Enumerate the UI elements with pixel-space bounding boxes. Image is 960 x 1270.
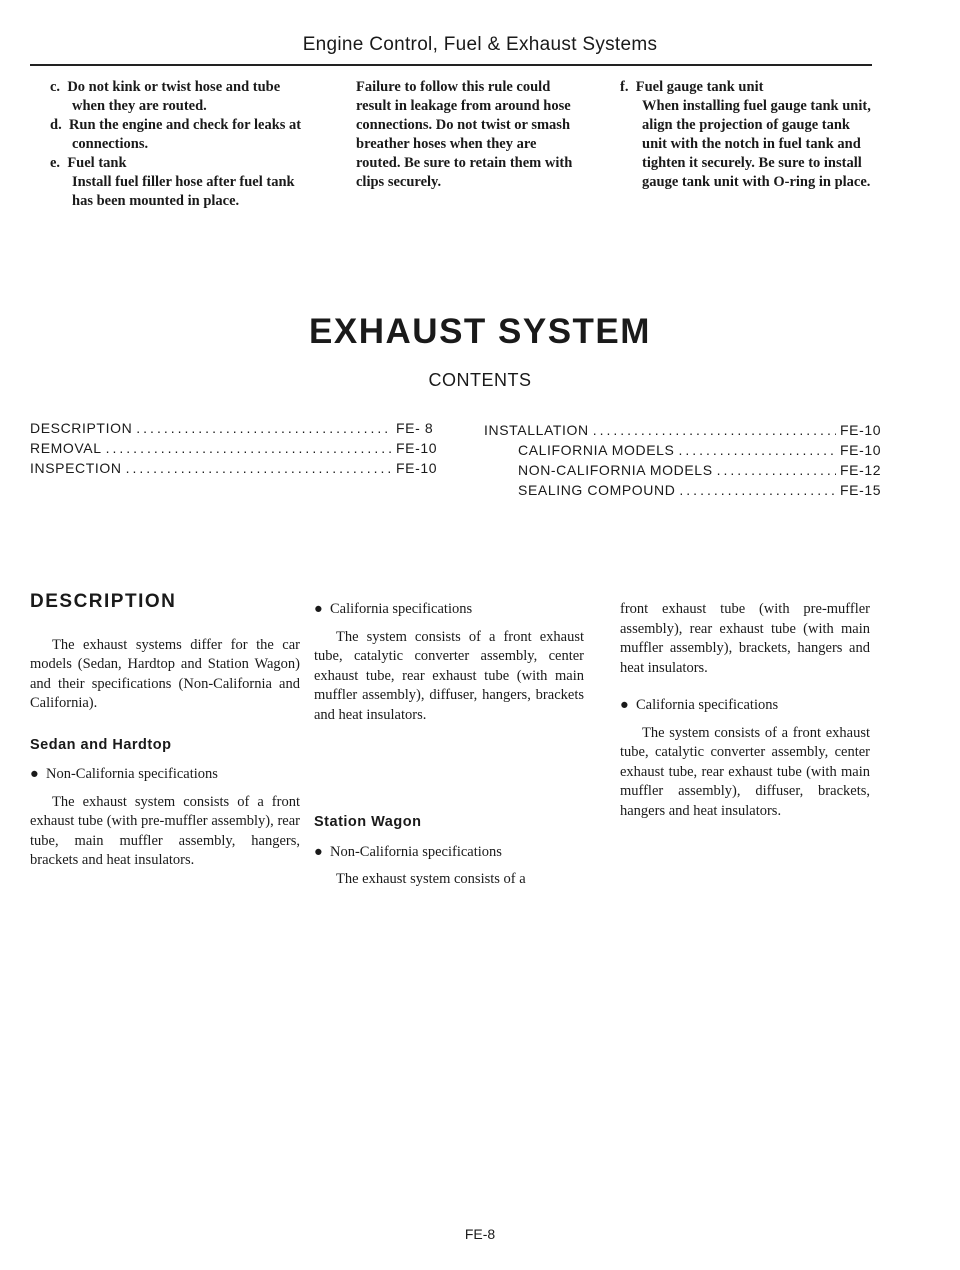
- wagon-cal-text: The system consists of a front exhaust tube, catalytic converter assembly, center exhaust tube, rear exhaust tube (with main muffler assembly), diffuser, brackets, hangers and heat insulators.: [620, 724, 870, 819]
- top-right-column: [620, 78, 874, 192]
- page-number: FE-8: [464, 1226, 496, 1242]
- item-c-text: Do not kink or twist hose and tube when they are routed.: [67, 79, 281, 114]
- bullet-dot: ●: [314, 843, 323, 860]
- item-f-marker: f.: [620, 79, 629, 95]
- item-d: [50, 116, 312, 154]
- toc-page: FE- 8: [396, 420, 434, 436]
- item-f-title: Fuel gauge tank unit: [635, 79, 764, 95]
- bullet-dot: ●: [620, 697, 629, 713]
- item-c-marker: c.: [50, 79, 61, 95]
- item-f: [620, 78, 874, 97]
- toc-right: [484, 422, 886, 502]
- toc-page: FE-10: [840, 442, 882, 458]
- sedan-cal-bullet: [314, 600, 584, 620]
- sedan-noncal-text: The exhaust system consists of a front exhaust tube (with pre-muffler assembly), rear tube, main muffler assembly, hangers, brackets and heat insulators.: [30, 793, 300, 868]
- item-e: [50, 154, 312, 173]
- wagon-noncal-continuation: front exhaust tube (with pre-muffler assembly), rear exhaust tube (with main muffler assembly), brackets, hangers and heat insulators.: [620, 601, 870, 676]
- section-title: EXHAUST SYSTEM: [309, 312, 651, 351]
- toc-row[interactable]: [30, 420, 442, 440]
- top-left-column: [50, 78, 312, 211]
- contents-label: CONTENTS: [428, 370, 532, 390]
- item-e-title: Fuel tank: [67, 155, 127, 171]
- toc-leader: [679, 482, 836, 498]
- wagon-noncal-text: The exhaust system consists of a: [336, 871, 526, 887]
- sedan-hardtop-heading: Sedan and Hardtop: [30, 736, 172, 753]
- toc-leader: [678, 442, 836, 458]
- toc-row[interactable]: [484, 462, 886, 482]
- toc-row[interactable]: [30, 460, 442, 480]
- sedan-cal-text: The system consists of a front exhaust tube, catalytic converter assembly, center exhaust tube, rear exhaust tube (with main muffler assembly), diffuser, hangers, brackets and heat insulators.: [314, 628, 584, 723]
- toc-leader: [593, 422, 836, 438]
- toc-label: INSTALLATION: [484, 422, 589, 438]
- item-d-text: Run the engine and check for leaks at connections.: [68, 117, 302, 152]
- toc-row[interactable]: [30, 440, 442, 460]
- toc-left: [30, 420, 442, 480]
- toc-label: SEALING COMPOUND: [518, 482, 676, 498]
- page-header-title: Engine Control, Fuel & Exhaust Systems: [302, 34, 658, 55]
- toc-row[interactable]: [484, 442, 886, 462]
- sedan-noncal-bullet: [30, 765, 300, 785]
- bullet-label: California specifications: [636, 697, 779, 713]
- toc-leader: [136, 420, 392, 436]
- toc-page: FE-15: [840, 482, 882, 498]
- bullet-dot: ●: [314, 601, 323, 617]
- item-c: [50, 78, 312, 116]
- bullet-label: Non-California specifications: [330, 843, 502, 860]
- toc-page: FE-12: [840, 462, 882, 478]
- wagon-noncal-bullet: [314, 843, 584, 863]
- header-rule: [30, 64, 872, 66]
- hose-warning-text: Failure to follow this rule could result in leakage from around hose connections. Do not twist or smash breather hoses when they are routed. Be sure to retain them with clips securely.: [356, 79, 573, 190]
- body-column-1: [30, 592, 300, 871]
- toc-leader: [126, 460, 392, 476]
- toc-leader: [717, 462, 836, 478]
- toc-label: INSPECTION: [30, 460, 122, 476]
- item-f-text: When installing fuel gauge tank unit, align the projection of gauge tank unit with the notch in fuel tank and tighten it securely. Be sure to install gauge tank unit with O-ring in place.: [642, 98, 871, 190]
- bullet-dot: ●: [30, 766, 39, 782]
- toc-label: REMOVAL: [30, 440, 102, 456]
- item-e-text: Install fuel filler hose after fuel tank has been mounted in place.: [72, 174, 295, 209]
- body-column-3: [620, 600, 870, 821]
- toc-page: FE-10: [840, 422, 882, 438]
- body-column-2: [314, 600, 584, 890]
- toc-label: CALIFORNIA MODELS: [518, 442, 675, 458]
- item-d-marker: d.: [50, 117, 62, 133]
- toc-row[interactable]: [484, 482, 886, 502]
- description-intro: The exhaust systems differ for the car models (Sedan, Hardtop and Station Wagon) and their specifications (Non-California and California).: [30, 636, 300, 711]
- toc-leader: [106, 440, 392, 456]
- item-e-marker: e.: [50, 155, 61, 171]
- top-middle-column: [356, 78, 578, 192]
- description-heading: DESCRIPTION: [30, 591, 177, 612]
- bullet-label: Non-California specifications: [46, 766, 218, 782]
- wagon-cal-bullet: [620, 696, 870, 716]
- toc-label: DESCRIPTION: [30, 420, 133, 436]
- toc-label: NON-CALIFORNIA MODELS: [518, 462, 713, 478]
- toc-page: FE-10: [396, 440, 438, 456]
- bullet-label: California specifications: [330, 601, 473, 617]
- station-wagon-heading: Station Wagon: [314, 814, 422, 830]
- toc-page: FE-10: [396, 460, 438, 476]
- toc-row[interactable]: [484, 422, 886, 442]
